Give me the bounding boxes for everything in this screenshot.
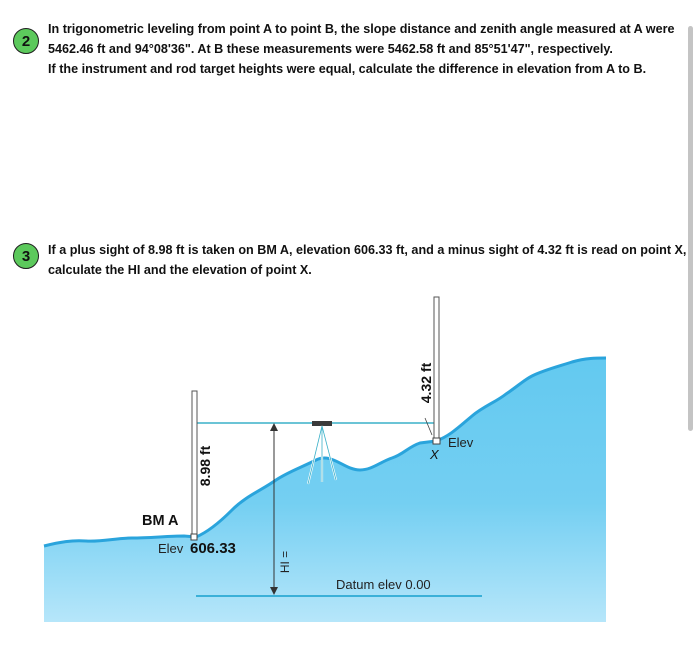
hi-arrow-up xyxy=(270,423,278,431)
backsight-label: 8.98 ft xyxy=(197,445,213,487)
question-number: 2 xyxy=(21,32,31,50)
question-line: 5462.46 ft and 94°08'36". At B these measurements were 5462.58 ft and 85°51'47", respectively. xyxy=(48,42,613,56)
foresight-label: 4.32 ft xyxy=(418,362,434,404)
bm-elevation-value: 606.33 xyxy=(190,540,236,557)
foresight-leader xyxy=(425,418,432,435)
foresight-rod xyxy=(434,297,439,441)
question-line: In trigonometric leveling from point A to point B, the slope distance and zenith angle measured at A were xyxy=(48,22,675,36)
point-x-label: X xyxy=(430,447,439,462)
ground-profile xyxy=(44,358,606,622)
point-x-marker xyxy=(433,438,440,444)
question-line: calculate the HI and the elevation of point X. xyxy=(48,263,312,277)
bm-elevation-prefix: Elev xyxy=(158,541,184,556)
question-line: If the instrument and rod target heights were equal, calculate the difference in elevation from A to B. xyxy=(48,62,647,76)
question-line: If a plus sight of 8.98 ft is taken on BM A, elevation 606.33 ft, and a minus sight of 4.32 ft is read on point X, xyxy=(48,243,687,257)
hi-label: HI = xyxy=(278,550,292,574)
point-x-elevation-label: Elev xyxy=(448,435,474,450)
datum-label: Datum elev 0.00 xyxy=(336,577,431,592)
bm-label: BM A xyxy=(142,513,179,529)
question-number: 3 xyxy=(21,247,31,265)
